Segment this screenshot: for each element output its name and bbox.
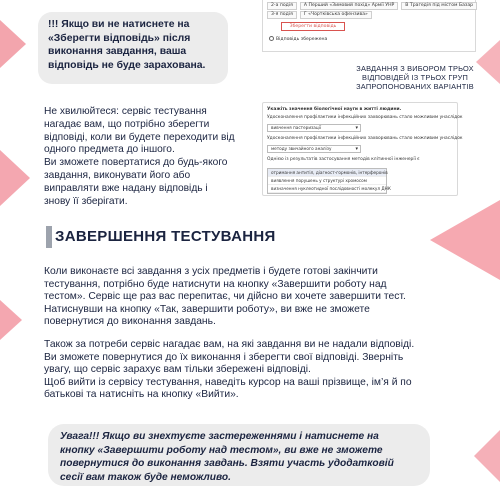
- text-line: виправляти вже надану відповідь і: [44, 182, 208, 194]
- warning-text: !!! Якщо ви не натиснете на «Зберегти відповідь» після виконання завдання, ваша відповідь не буде зарахована.: [48, 19, 206, 71]
- reminder-paragraph: [44, 339, 454, 402]
- decor-triangle: [0, 300, 22, 340]
- decor-triangle: [0, 20, 26, 68]
- mock-row: [267, 11, 375, 19]
- mock-option: визначення нуклеотидної послідовності молекул ДНК: [268, 185, 386, 193]
- save-answer-button: Зберегти відповідь: [281, 22, 345, 31]
- finish-paragraph: [44, 266, 454, 329]
- warning-callout-top: [38, 12, 228, 84]
- text-line: Натиснувши на кнопку «Так, завершити роботу», ви вже не зможете: [44, 303, 370, 315]
- mock-dropdown-list: [267, 168, 391, 194]
- mock-cell: Г «Чортківська офензива»: [300, 11, 372, 19]
- warning-callout-bottom: [48, 424, 430, 486]
- text-line: кнопку «Завершити роботу над тестом», ви вже не зможете: [60, 444, 383, 456]
- text-line: Ви зможете повертатися до будь-якого: [44, 157, 228, 169]
- text-line: одного предмета до іншого.: [44, 144, 175, 156]
- screenshot-caption: ЗАВДАННЯ З ВИБОРОМ ТРЬОХ ВІДПОВІДЕЙ ІЗ ТРЬОХ ГРУП ЗАПРОПОНОВАНИХ ВАРІАНТІВ: [356, 64, 474, 91]
- text-line: тестом». Сервіс ще раз вас перепитає, чи дійсно ви хочете завершити тест.: [44, 291, 406, 303]
- mock-cell: 3-я подія: [267, 11, 297, 19]
- text-line: повернутися до виконання завдань.: [44, 316, 216, 328]
- heading-accent-bar: [46, 226, 52, 248]
- text-line: Також за потреби сервіс нагадає вам, на які завдання ви не надали відповіді.: [44, 339, 415, 350]
- text-line: тестування, потрібно буде натиснути на кнопку «Завершити роботу над: [44, 278, 387, 290]
- text-line: батькові та натисніть на кнопку «Вийти».: [44, 389, 239, 401]
- decor-triangle: [474, 430, 500, 482]
- text-line: сесії вам також буде неможливо.: [60, 471, 231, 483]
- text-line: Коли виконаєте всі завдання з усіх предметів і будете готові закінчити: [44, 266, 378, 277]
- mock-label: Удосконалення профілактики інфекційних захворювань стало можливим унаслідок: [267, 136, 463, 141]
- mock-question: Укажіть значення біологічної науги в житті людини.: [267, 107, 402, 112]
- saved-status: [269, 36, 327, 42]
- screenshot-save-answer: [262, 0, 476, 52]
- text-line: нагадає вам, що потрібно зберегти: [44, 118, 210, 130]
- mock-option: отримання антитіл, діагност-гормонів, інтерферонів: [268, 169, 386, 177]
- mock-label: Удосконалення профілактики інфекційних захворювань стало можливим унаслідок: [267, 115, 463, 120]
- text-line: завдання, виконувати його або: [44, 169, 191, 181]
- text-line: повернутися до виконання завдань. Взяти участь удодатковій: [60, 458, 394, 470]
- mock-option: виявлення порушень у структурі хромосом: [268, 177, 386, 185]
- text-line: Не хвилюйтеся: сервіс тестування: [44, 106, 207, 117]
- section-heading: ЗАВЕРШЕННЯ ТЕСТУВАННЯ: [55, 228, 276, 245]
- text-line: Щоб вийти із сервісу тестування, наведіть курсор на ваші прізвище, ім’я й по: [44, 376, 412, 388]
- mock-cell: А Перший «Зимовий похід» Армії УНР: [300, 2, 398, 10]
- mock-label: Однією із результатів застосування методів клітинної інженерії є: [267, 157, 420, 162]
- text-line: Ви зможете повернутися до їх виконання і зберегти свої відповіді. Зверніть: [44, 351, 404, 363]
- screenshot-three-groups-task: [262, 102, 463, 196]
- text-line: відповіді, коли ви будете переходити від: [44, 131, 235, 143]
- mock-cell: 2-а подія: [267, 2, 297, 10]
- decor-triangle: [0, 150, 30, 206]
- mock-select: методу звичайного аналізу ▾: [267, 145, 361, 153]
- text-line: знову її зберігати.: [44, 195, 128, 207]
- text-line: увагу, що сервіс зарахує вам тільки збережені відповіді.: [44, 364, 311, 376]
- status-circle-icon: [269, 36, 274, 41]
- intro-paragraph: [44, 106, 260, 208]
- mock-select: вивчення пастеризації ▾: [267, 124, 361, 132]
- saved-status-text: Відповідь збережена: [276, 37, 328, 42]
- mock-row: [267, 2, 480, 10]
- text-line: Увага!!! Якщо ви знехтуєте застереженнями і натиснете на: [60, 431, 379, 442]
- mock-cell: В Трагедія під містом Базар: [401, 2, 477, 10]
